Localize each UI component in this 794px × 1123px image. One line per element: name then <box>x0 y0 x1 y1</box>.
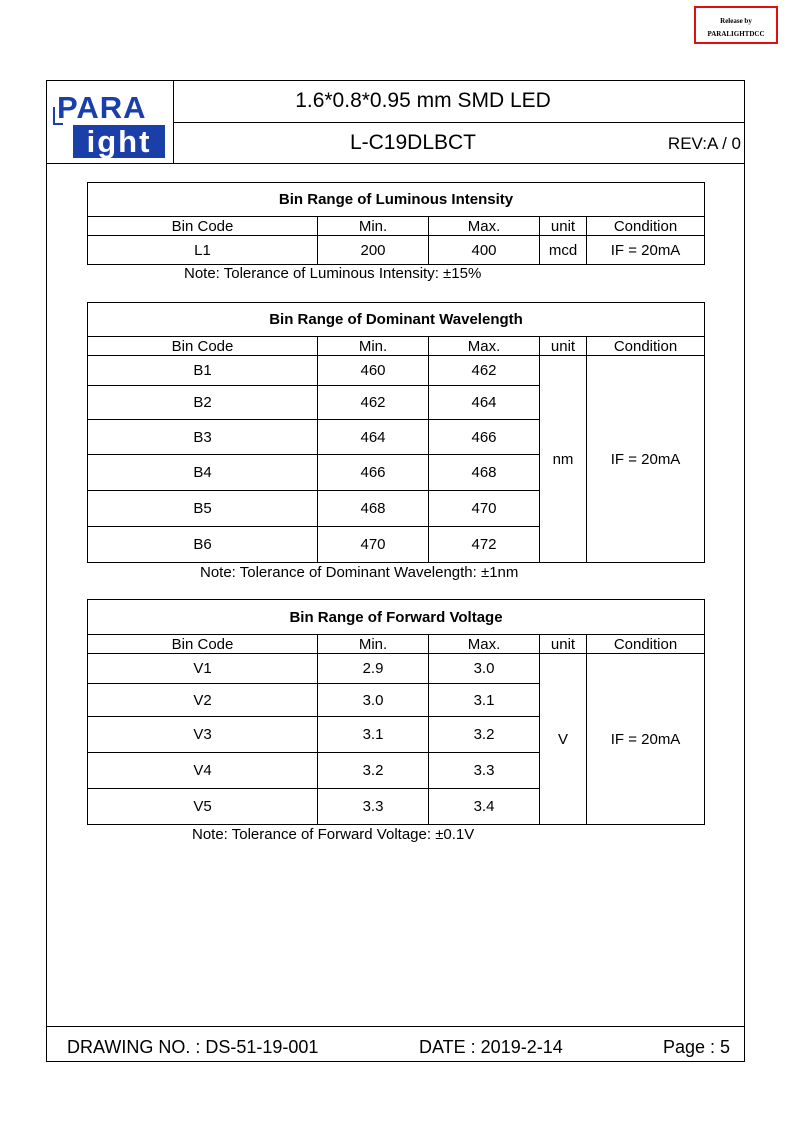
bin-code-cell: B2 <box>88 386 318 420</box>
table-caption: Bin Range of Dominant Wavelength <box>88 303 705 337</box>
column-header: Bin Code <box>88 337 318 356</box>
release-stamp <box>694 6 778 44</box>
bin-code-cell: V3 <box>88 717 318 753</box>
column-header: Condition <box>587 217 705 236</box>
max-cell: 464 <box>429 386 540 420</box>
column-header: Bin Code <box>88 217 318 236</box>
max-cell: 468 <box>429 455 540 491</box>
stamp-line-2: PARALIGHTDCC <box>707 30 765 38</box>
voltage-tolerance-note: Note: Tolerance of Forward Voltage: ±0.1V <box>192 826 475 843</box>
logo-top-text: PARA <box>57 90 147 125</box>
document-date: DATE : 2019-2-14 <box>419 1037 563 1057</box>
column-header: Min. <box>318 217 429 236</box>
min-cell: 468 <box>318 491 429 527</box>
min-cell: 3.0 <box>318 684 429 717</box>
condition-cell: IF = 20mA <box>587 236 705 265</box>
column-header: Min. <box>318 635 429 654</box>
condition-cell: IF = 20mA <box>587 654 705 825</box>
header-divider-bottom <box>47 163 745 164</box>
column-header: Max. <box>429 217 540 236</box>
min-cell: 3.1 <box>318 717 429 753</box>
unit-cell: mcd <box>540 236 587 265</box>
min-cell: 200 <box>318 236 429 265</box>
max-cell: 3.3 <box>429 753 540 789</box>
drawing-number: DRAWING NO. : DS-51-19-001 <box>67 1037 319 1057</box>
bin-code-cell: V4 <box>88 753 318 789</box>
column-header: Bin Code <box>88 635 318 654</box>
table-row <box>88 654 705 684</box>
column-header: unit <box>540 635 587 654</box>
max-cell: 3.2 <box>429 717 540 753</box>
max-cell: 3.4 <box>429 789 540 825</box>
dominant-wavelength-table <box>87 302 705 563</box>
luminous-tolerance-note: Note: Tolerance of Luminous Intensity: ±15% <box>184 265 482 282</box>
forward-voltage-table <box>87 599 705 825</box>
header-divider-middle <box>173 122 745 123</box>
min-cell: 2.9 <box>318 654 429 684</box>
bin-code-cell: B6 <box>88 527 318 563</box>
column-header: Condition <box>587 635 705 654</box>
revision: REV:A / 0 <box>667 134 741 153</box>
bin-code-cell: L1 <box>88 236 318 265</box>
max-cell: 462 <box>429 356 540 386</box>
min-cell: 3.2 <box>318 753 429 789</box>
table-row <box>88 236 705 265</box>
max-cell: 470 <box>429 491 540 527</box>
table-caption: Bin Range of Luminous Intensity <box>88 183 705 217</box>
bin-code-cell: V5 <box>88 789 318 825</box>
wavelength-tolerance-note: Note: Tolerance of Dominant Wavelength: ±1nm <box>200 564 519 581</box>
bin-code-cell: V2 <box>88 684 318 717</box>
max-cell: 472 <box>429 527 540 563</box>
column-header: Min. <box>318 337 429 356</box>
unit-cell: nm <box>540 356 587 563</box>
stamp-line-1: Release by <box>720 17 752 25</box>
column-header: Condition <box>587 337 705 356</box>
bin-code-cell: B3 <box>88 420 318 455</box>
max-cell: 3.1 <box>429 684 540 717</box>
logo-bottom-text: ight <box>73 125 165 158</box>
part-number: L-C19DLBCT <box>349 131 477 154</box>
luminous-intensity-table <box>87 182 705 265</box>
min-cell: 470 <box>318 527 429 563</box>
column-header: unit <box>540 217 587 236</box>
bin-code-cell: B1 <box>88 356 318 386</box>
max-cell: 400 <box>429 236 540 265</box>
table-row <box>88 356 705 386</box>
bin-code-cell: V1 <box>88 654 318 684</box>
min-cell: 3.3 <box>318 789 429 825</box>
page-number: Page : 5 <box>662 1037 730 1057</box>
document-title: 1.6*0.8*0.95 mm SMD LED <box>295 89 551 112</box>
min-cell: 460 <box>318 356 429 386</box>
table-caption: Bin Range of Forward Voltage <box>88 600 705 635</box>
bin-code-cell: B4 <box>88 455 318 491</box>
min-cell: 462 <box>318 386 429 420</box>
max-cell: 466 <box>429 420 540 455</box>
condition-cell: IF = 20mA <box>587 356 705 563</box>
max-cell: 3.0 <box>429 654 540 684</box>
min-cell: 466 <box>318 455 429 491</box>
min-cell: 464 <box>318 420 429 455</box>
bin-code-cell: B5 <box>88 491 318 527</box>
column-header: Max. <box>429 337 540 356</box>
paralight-logo <box>53 90 165 159</box>
unit-cell: V <box>540 654 587 825</box>
column-header: Max. <box>429 635 540 654</box>
column-header: unit <box>540 337 587 356</box>
footer-divider <box>47 1026 745 1027</box>
